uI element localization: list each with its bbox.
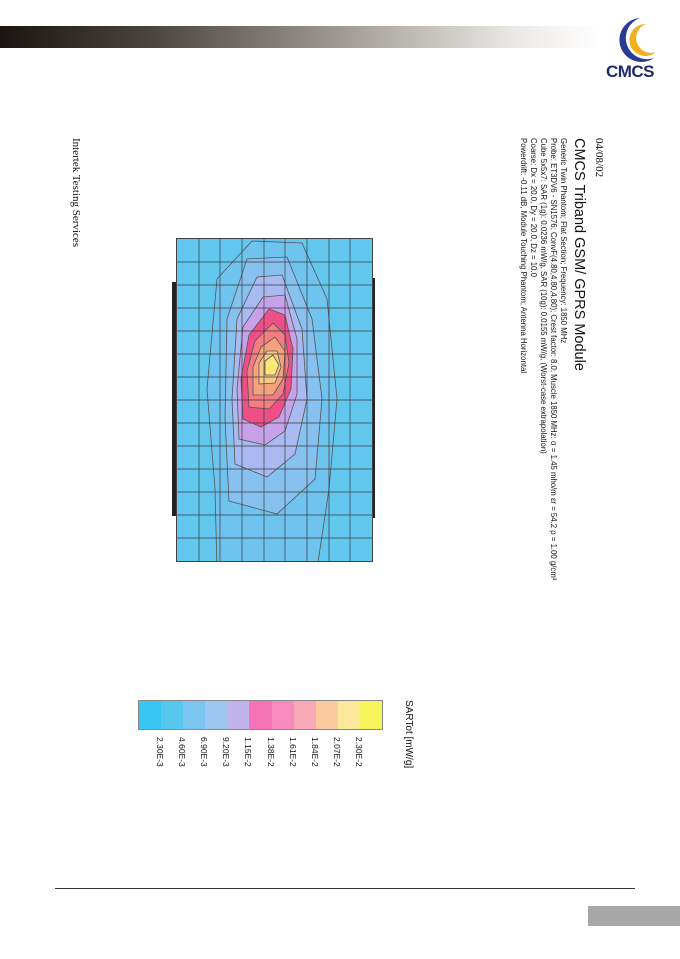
- legend-tick-label: 9.20E-3: [221, 737, 232, 767]
- sar-contour-map: [176, 238, 373, 562]
- param-line-4: Coarse: Dx = 20.0, Dy = 20.0, Dz = 10.0: [529, 138, 538, 277]
- legend-swatch: [316, 701, 338, 729]
- legend-swatch: [205, 701, 227, 729]
- legend-swatch: [338, 701, 360, 729]
- legend-tick-label: 2.30E-2: [353, 737, 364, 767]
- legend-title: SARTot [mW/g]: [403, 700, 414, 769]
- footer-rule: [55, 888, 635, 889]
- legend-tick-label: 1.61E-2: [287, 737, 298, 767]
- legend-swatch: [249, 701, 271, 729]
- param-line-3: Cube 5x5x7: SAR (1g): 0.0236 mW/g, SAR (10g): 0.0155 mW/g, (Worst-case extrapolation): [539, 138, 548, 454]
- param-line-2: Probe: ET3DV6 - SN1576; ConvF(4.80,4.80,4.80); Crest factor: 8.0; Muscle 1850 MHz: σ = 1.45 mho/m εr = 54.2 ρ = 1.00 g/cm³: [549, 138, 558, 581]
- legend-tick-label: 4.60E-3: [177, 737, 188, 767]
- legend-tick-label: 2.30E-3: [155, 737, 166, 767]
- legend-swatch: [139, 701, 161, 729]
- param-line-5: Powerdrift: -0.11 dB, Module Touching Phantom; Antenna Horizontal: [519, 138, 528, 374]
- color-legend: [138, 700, 383, 730]
- brand-logo-text: CMCS: [605, 62, 655, 81]
- legend-swatch: [360, 701, 382, 729]
- legend-tick-label: 1.84E-2: [309, 737, 320, 767]
- page-number-box: [588, 906, 680, 926]
- legend-swatch: [227, 701, 249, 729]
- legend-swatch: [183, 701, 205, 729]
- legend-swatch: [294, 701, 316, 729]
- legend-tick-label: 1.15E-2: [243, 737, 254, 767]
- legend-swatch: [161, 701, 183, 729]
- param-line-1: Generic Twin Phantom; Flat Section; Frequency: 1850 MHz: [559, 138, 568, 344]
- legend-swatch: [272, 701, 294, 729]
- sar-contour-plot: [177, 239, 372, 561]
- report-date: 04/08/02: [593, 138, 605, 178]
- legend-tick-label: 2.07E-2: [331, 737, 342, 767]
- document-title: CMCS Triband GSM/ GPRS Module: [571, 138, 587, 371]
- legend-tick-label: 6.90E-3: [199, 737, 210, 767]
- header-gradient-bar: [0, 26, 600, 48]
- legend-tick-label: 1.38E-2: [265, 737, 276, 767]
- lab-name: Intertek Testing Services: [70, 138, 82, 247]
